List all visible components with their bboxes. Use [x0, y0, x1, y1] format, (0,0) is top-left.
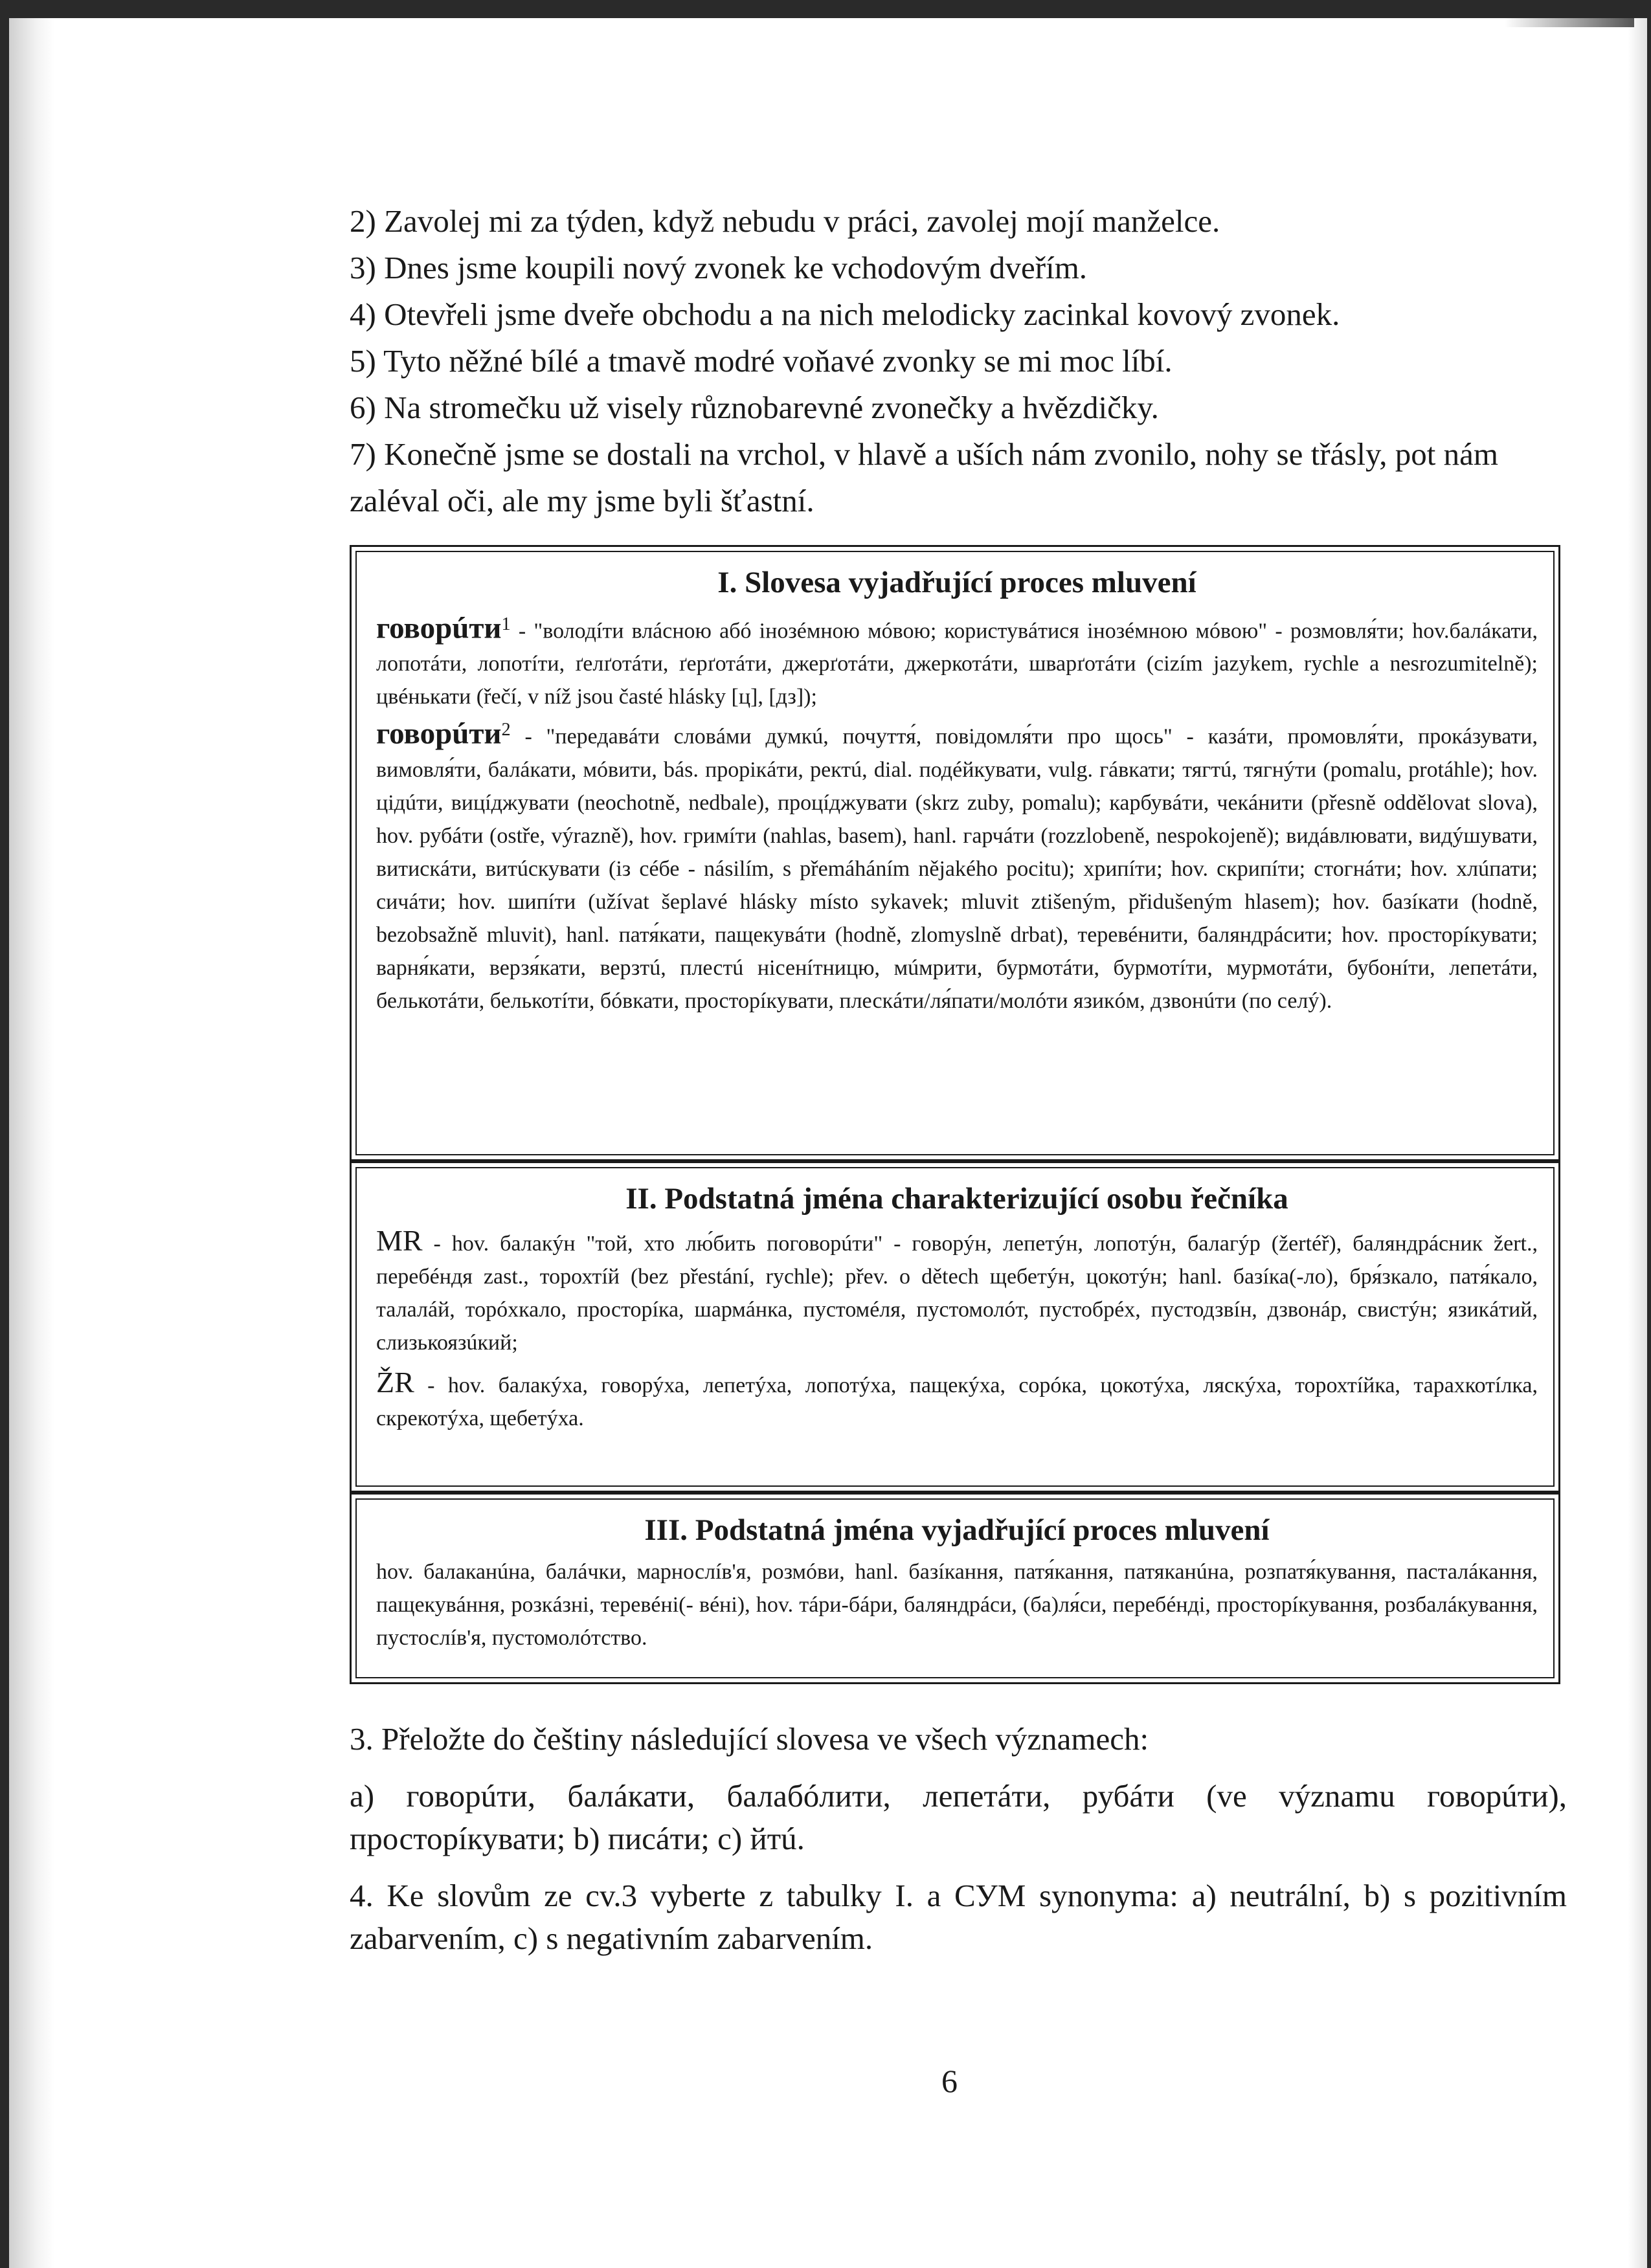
headword-1: говорúти: [376, 611, 502, 645]
sentence-2: 2) Zavolej mi za týden, když nebudu v práci, zavolej mojí manželce.: [350, 203, 1220, 239]
sentence-3: 3) Dnes jsme koupili nový zvonek ke vchodovým dveřím.: [350, 250, 1088, 285]
verb-entry-1-text: - "володíти влáсною абó інозéмною мóвою; користувáтися інозéмною мóвою" - розмовля́ти; hov.балáкати, лопотáти, лопотíти, ґелґотáти, ґерґотáти, джерґотáти, джеркотáти, шварґотáти (cizím jazykem, rychle a nesrozumitelně); цвéнькати (řečí, v níž jsou časté hlásky [ц], [дз]);: [376, 619, 1538, 709]
table-process-nouns: [350, 1493, 1560, 1684]
masculine-entry: [376, 1224, 1538, 1359]
table-speaker-nouns: [350, 1161, 1560, 1493]
table-speaker-nouns-title: II. Podstatná jména charakterizující osobu řečníka: [625, 1182, 1288, 1216]
feminine-entry: [376, 1366, 1538, 1435]
sentence-5: 5) Tyto něžné bílé a tmavě modré voňavé zvonky se mi moc líbí.: [350, 343, 1173, 379]
exercise-4: 4. Ke slovům ze cv.3 vyberte z tabulky I. a СУМ synonyma: a) neutrální, b) s pozitivním zabarvením, c) s negativním zabarvením.: [350, 1878, 1567, 1956]
process-nouns-text: hov. балаканúна, балáчки, марнослíв'я, розмóви, hanl. базíкання, патя́кання, патяканúна, розпатя́кування, пасталáкання, пащекувáння, розкáзні, теревéні(- вéні), hov. тáри-бáри, баляндрáси, (ба)ля́си, перебéнді, просторíкування, розбалáкування, пустослíв'я, пустомолóтство.: [376, 1560, 1538, 1650]
verb-entry-1: [376, 608, 1538, 713]
masculine-label: MR: [376, 1224, 423, 1257]
sentence-4: 4) Otevřeli jsme dveře obchodu a na nich melodicky zacinkal kovový zvonek.: [350, 296, 1340, 332]
sentence-7: 7) Konečně jsme se dostali na vrchol, v hlavě a uších nám zvonilo, nohy se třásly, pot nám zaléval oči, ale my jsme byli šťastní.: [350, 436, 1499, 518]
table-process-nouns-title: III. Podstatná jména vyjadřující proces mluvení: [644, 1513, 1270, 1547]
feminine-text: - hov. балакýха, говорýха, лепетýха, лопотýха, пащекýха, сорóка, цокотýха, ляскýха, торохтíйка, тарахкотíлка, скрекотýха, щебетýха.: [376, 1373, 1538, 1430]
headword-2-index: 2: [501, 720, 511, 740]
exercises: [350, 1718, 1567, 1974]
example-sentences: [350, 198, 1593, 524]
verb-entry-2: [376, 713, 1538, 1017]
page-number: 6: [941, 2063, 958, 2099]
headword-2: говорúти: [376, 717, 502, 751]
sentence-6: 6) Na stromečku už visely různobarevné zvonečky a hvězdičky.: [350, 390, 1159, 425]
headword-1-index: 1: [501, 614, 511, 634]
verb-entry-2-text: - "передавáти словáми думкú, почуття́, повідомля́ти про щось" - казáти, промовля́ти, прокáзувати, вимовля́ти, балáкати, мóвити, bás. прорікáти, ректú, dial. подéйкувати, vulg. гáвкати; тягтú, тягнýти (pomalu, protáhle); hov. цідúти, вицíджувати (neochotně, nedbale), процíджувати (skrz zuby, pomalu); карбувáти, чекáнити (přesně oddělovat slova), hov. рубáти (ostře, výrazně), hov. гримíти (nahlas, basem), hanl. гарчáти (rozzlobeně, nespokojeně); видáвлювати, видýшувати, витискáти, витúскувати (із сéбе - násilím, s přemáháním nějakého pocitu); хрипíти; hov. скрипíти; стогнáти; hov. хлúпати; сичáти; hov. шипíти (užívat šeplavé hlásky místo sykavek; mluvit ztišeným, přidušeným hlasem); hov. базíкати (hodně, bezobsažně mluvit), hanl. патя́кати, пащекувáти (hodně, zlomyslně drbat), теревéнити, баляндрáсити; hov. просторíкувати; варня́кати, верзя́кати, верзтú, плестú нісенíтницю, мúмрити, бурмотáти, бурмотíти, мурмотáти, бубонíти, лепетáти, белькотáти, белькотíти, бóвкати, просторíкувати, плескáти/ля́пати/молóти язикóм, дзвонúти (по селý).: [376, 724, 1538, 1013]
masculine-text: - hov. балакýн "той, хто лю́бить поговорúти" - говорýн, лепетýн, лопотýн, балагýр (žertéř), баляндрáсник žert., перебéндя zast., торохтíй (bez přestání, rychle); přev. o dětech щебетýн, цокотýн; hanl. базíка(-ло), бря́зкало, патя́кало, талалáй, торóхкало, просторíка, шармáнка, пустомéля, пустомолóт, пустобрéх, пустодзвíн, дзвонáр, свистýн; язикáтий, слизькоязúкий;: [376, 1232, 1538, 1355]
exercise-3-heading: 3. Přeložte do češtiny následující slovesa ve všech významech:: [350, 1721, 1149, 1757]
exercise-3-items: a) говорúти, балáкати, балабóлити, лепетáти, рубáти (ve významu говорúти), просторíкувати; b) писáти; c) йтú.: [350, 1778, 1567, 1856]
table-verbs-title: I. Slovesa vyjadřující proces mluvení: [717, 566, 1196, 599]
feminine-label: ŽR: [376, 1366, 414, 1399]
table-verbs: [350, 545, 1560, 1161]
